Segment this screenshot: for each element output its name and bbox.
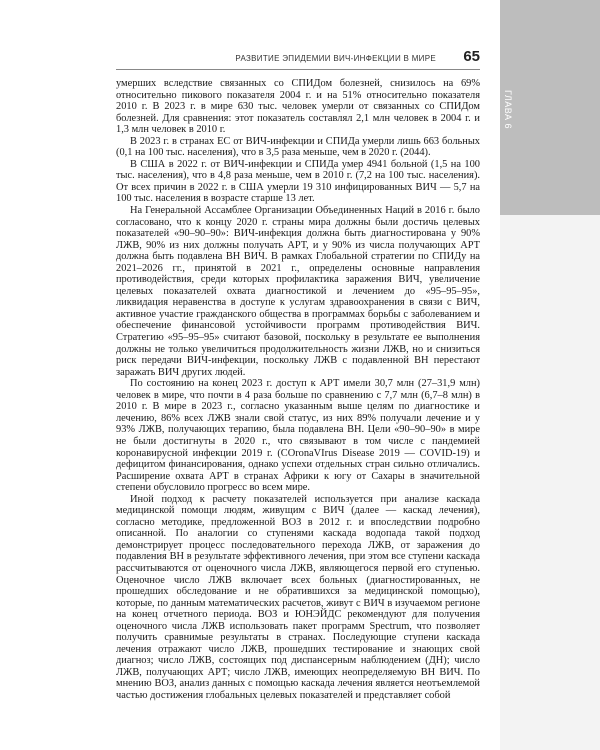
chapter-side-tab: [500, 0, 600, 750]
paragraph: Иной подход к расчету показателей используется при анализе каскада медицинской помощи людям, живущим с ВИЧ (далее — каскад лечения), согласно методике, предложенной ВОЗ в 2012 г. и впоследствии подробно описанной. По аналогии со ступенями каскада водопада такой подход демонстрирует процесс последовательного перехода ЛЖВ, от заражения до подавления ВН в результате эффективного лечения, при этом все ступени каскада рассчитываются от оценочного числа ЛЖВ, являющегося первой его ступенью. Оценочное число ЛЖВ включает всех больных (диагностированных, не прошедших обследование и не обратившихся за медицинской помощью), которые, по данным математических расчетов, живут с ВИЧ в изучаемом регионе на конец отчетного периода. ВОЗ и ЮНЭЙДС рекомендуют для получения оценочного числа ЛЖВ использовать пакет программ Spectrum, что позволяет получить сравнимые результаты в странах. Последующие ступени каскада лечения отражают число ЛЖВ, прошедших тестирование и знающих свой диагноз; число ЛЖВ, состоящих под диспансерным наблюдением (ДН); число ЛЖВ, получающих АРТ; число ЛЖВ, имеющих неопределяемую ВН ВИЧ. По мнению ВОЗ, анализ данных с помощью каскада лечения является неотъемлемой частью достижения глобальных целевых показателей и представляет собой: [116, 493, 480, 701]
chapter-label: ГЛАВА 6: [503, 90, 513, 129]
page-number: 65: [463, 48, 480, 65]
chapter-tab-block: [500, 0, 600, 215]
running-title: РАЗВИТИЕ ЭПИДЕМИИ ВИЧ-ИНФЕКЦИИ В МИРЕ: [235, 54, 436, 63]
paragraph: В США в 2022 г. от ВИЧ-инфекции и СПИДа умер 4941 больной (1,5 на 100 тыс. населения), что в 4,8 раза меньше, чем в 2010 г. (7,2 на 100 тыс. населения). От всех причин в 2022 г. в США умерли 19 310 инфицированных ВИЧ — 5,7 на 100 тыс. населения в возрасте старше 13 лет.: [116, 158, 480, 205]
paragraph: По состоянию на конец 2023 г. доступ к АРТ имели 30,7 млн (27–31,9 млн) человек в мире, что почти в 4 раза больше по сравнению с 7,7 млн (6,7–8 млн) в 2010 г. В мире в 2023 г., согласно указанным выше целям по диагностике и лечению, 86% всех ЛЖВ знали свой статус, из них 89% получали лечение и у 93% ЛЖВ, получающих терапию, была подавлена ВН. Цели «90–90–90» в мире не были достигнуты в 2020 г., что связывают в том числе с пандемией коронавирусной инфекции 2019 г. (COronaVIrus Disease 2019 — COVID-19) и дефицитом финансирования, однако успехи отдельных стран сильно отличались. Расширение охвата АРТ в странах Африки к югу от Сахары в значительной степени обусловило прогресс во всем мире.: [116, 378, 480, 494]
paragraph: В 2023 г. в странах ЕС от ВИЧ-инфекции и СПИДа умерли лишь 663 больных (0,1 на 100 тыс. населения), что в 3,5 раза меньше, чем в 2020 г. (2044).: [116, 135, 480, 159]
paragraph: На Генеральной Ассамблее Организации Объединенных Наций в 2016 г. было согласовано, что к концу 2020 г. страны мира должны были достичь целевых показателей «90–90–90»: ВИЧ-инфекция должна быть диагностирована у 90% ЛЖВ, 90% из них должны получать АРТ, и у 90% из числа получающих АРТ должна быть подавлена ВН ВИЧ. В рамках Глобальной стратегии по СПИДу на 2021–2026 гг., принятой в 2021 г., определены основные направления противодействия, среди которых профилактика заражения ВИЧ, увеличение целевых показателей охвата диагностикой и лечением до «95–95–95», ликвидация неравенства в доступе к услугам здравоохранения в связи с ВИЧ, активное участие гражданского общества в программах борьбы с заболеванием и обеспечение финансовой устойчивости программ противодействия ВИЧ. Стратегию «95–95–95» считают базовой, поскольку в результате ее выполнения должны не только увеличиться продолжительность жизни ЛЖВ, но и снизиться риск передачи ВИЧ-инфекции, поскольку ЛЖВ с подавленной ВН перестают заражать ВИЧ других людей.: [116, 205, 480, 378]
page-header: [116, 48, 480, 70]
paragraph: умерших вследствие связанных со СПИДом болезней, снизилось на 69% относительно пикового показателя 2004 г. и на 51% относительно показателя 2010 г. В 2023 г. в мире 630 тыс. человек умерли от связанных со СПИДом болезней. Для сравнения: этот показатель составлял 2,1 млн человек в 2004 г. и 1,3 млн человек в 2010 г.: [116, 78, 480, 136]
header-rule: [116, 69, 480, 70]
body-text: [116, 78, 480, 702]
